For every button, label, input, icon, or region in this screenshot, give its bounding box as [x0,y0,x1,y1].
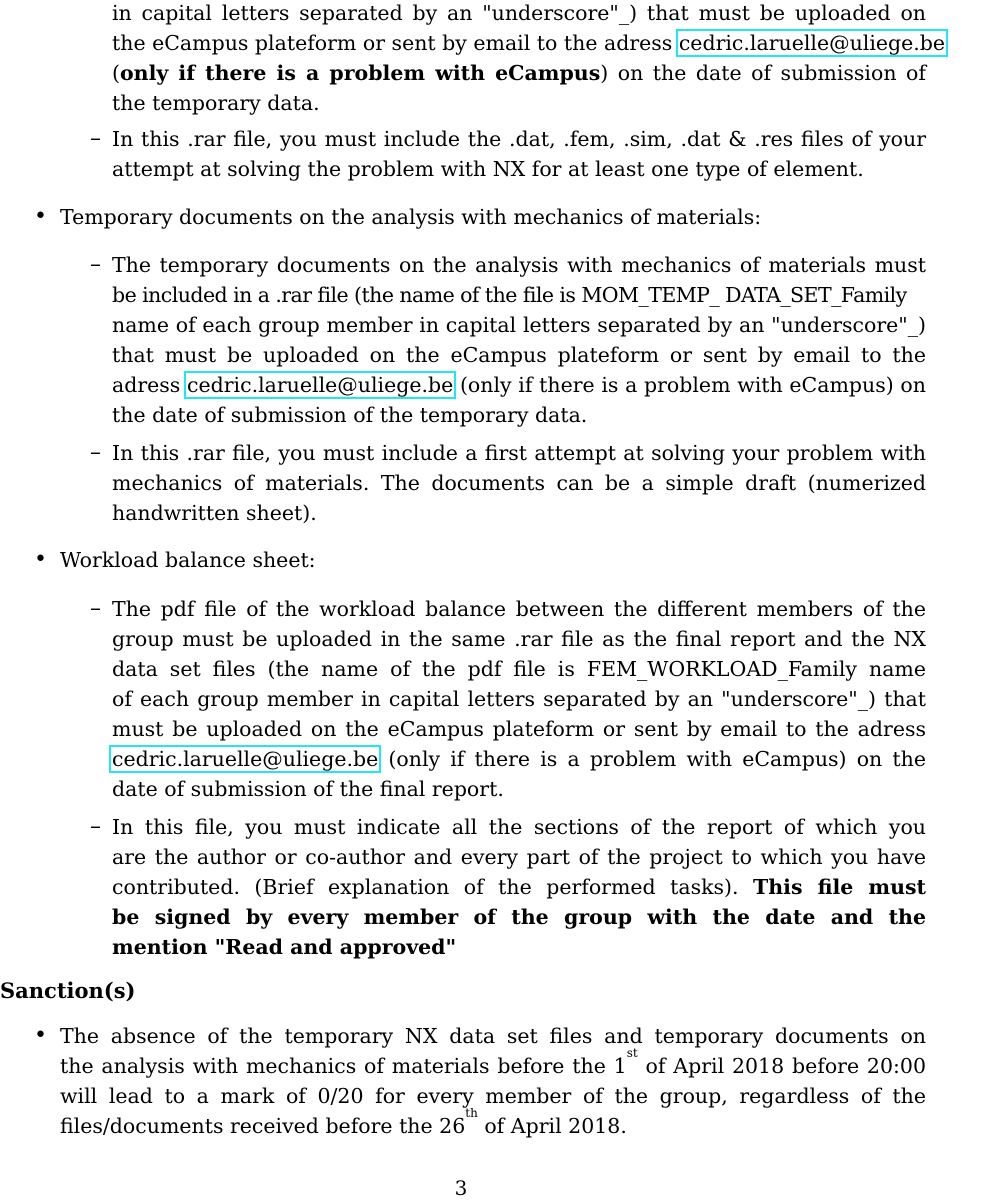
text-span: the eCampus plateform or sent by email to the adress [112,31,673,55]
text-line: name of each group member in capital letters separated by an "underscore"_) [112,313,926,337]
email-link[interactable]: cedric.laruelle@uliege.be [184,371,456,399]
text-line: In this file, you must indicate all the sections of the report of which you [112,815,926,839]
text-line [112,744,926,774]
text-line: The temporary documents on the analysis with mechanics of materials must [112,253,926,277]
text-line [112,28,945,58]
superscript: th [465,1106,478,1121]
bold-text: only if there is a problem with eCampus [120,61,601,85]
text-line: In this .rar file, you must include the .dat, .fem, .sim, .dat & .res files of your [112,127,926,151]
bullet-marker: • [34,204,47,229]
bullet-marker: • [34,547,47,572]
text-span: (only if there is a problem with eCampus) on the [388,747,926,771]
text-span: contributed. (Brief explanation of the performed tasks). [112,875,739,899]
text-line [112,872,926,902]
text-span: of April 2018 before 20:00 [645,1054,926,1078]
bullet-title: Workload balance sheet: [60,548,316,572]
text-line: The pdf file of the workload balance between the different members of the [112,597,926,621]
text-line: The absence of the temporary NX data set files and temporary documents on [60,1024,926,1048]
bold-text: This file must [753,875,926,899]
text-span: of April 2018. [484,1114,627,1138]
text-line: group must be uploaded in the same .rar file as the final report and the NX [112,627,926,651]
dash-marker: – [90,596,101,621]
text-line: mechanics of materials. The documents can be a simple draft (numerized [112,471,926,495]
dash-marker: – [90,126,101,151]
dash-marker: – [90,440,101,465]
text-line: be included in a .rar file (the name of the file is MOM_TEMP_ DATA_SET_Family [112,283,907,307]
text-line: mention "Read and approved" [112,935,457,959]
text-span: files/documents received before the 26 [60,1114,466,1138]
text-line [60,1106,627,1141]
bullet-title: Temporary documents on the analysis with mechanics of materials: [60,205,762,229]
dash-marker: – [90,814,101,839]
text-line: the date of submission of the temporary data. [112,403,588,427]
text-line: in capital letters separated by an "underscore"_) that must be uploaded on [112,1,926,25]
text-span: adress [112,373,181,397]
text-line: will lead to a mark of 0/20 for every member of the group, regardless of the [60,1084,926,1108]
text-line: data set files (the name of the pdf file is FEM_WORKLOAD_Family name [112,657,926,681]
text-span: (only if there is a problem with eCampus) on [459,373,926,397]
text-line: In this .rar file, you must include a first attempt at solving your problem with [112,441,926,465]
text-line: date of submission of the final report. [112,777,504,801]
dash-marker: – [90,252,101,277]
text-line: handwritten sheet). [112,501,317,525]
text-span: ( [112,61,120,85]
text-line: attempt at solving the problem with NX for at least one type of element. [112,157,864,181]
superscript: st [626,1046,638,1061]
text-line [112,370,926,400]
text-line: of each group member in capital letters separated by an "underscore"_) that [112,687,926,711]
section-heading: Sanction(s) [0,978,136,1003]
text-line: that must be uploaded on the eCampus plateform or sent by email to the [112,343,926,367]
bullet-marker: • [34,1023,47,1048]
email-link[interactable]: cedric.laruelle@uliege.be [109,745,381,773]
text-line: must be uploaded on the eCampus plateform or sent by email to the adress [112,717,926,741]
text-span: the analysis with mechanics of materials before the 1 [60,1054,627,1078]
text-line: the temporary data. [112,91,320,115]
text-line [112,58,926,88]
text-line: are the author or co-author and every part of the project to which you have [112,845,926,869]
text-line: be signed by every member of the group with the date and the [112,905,926,929]
text-line [60,1046,926,1081]
text-span: ) on the date of submission of [600,61,926,85]
email-link[interactable]: cedric.laruelle@uliege.be [676,29,948,57]
page-number: 3 [454,1176,468,1200]
